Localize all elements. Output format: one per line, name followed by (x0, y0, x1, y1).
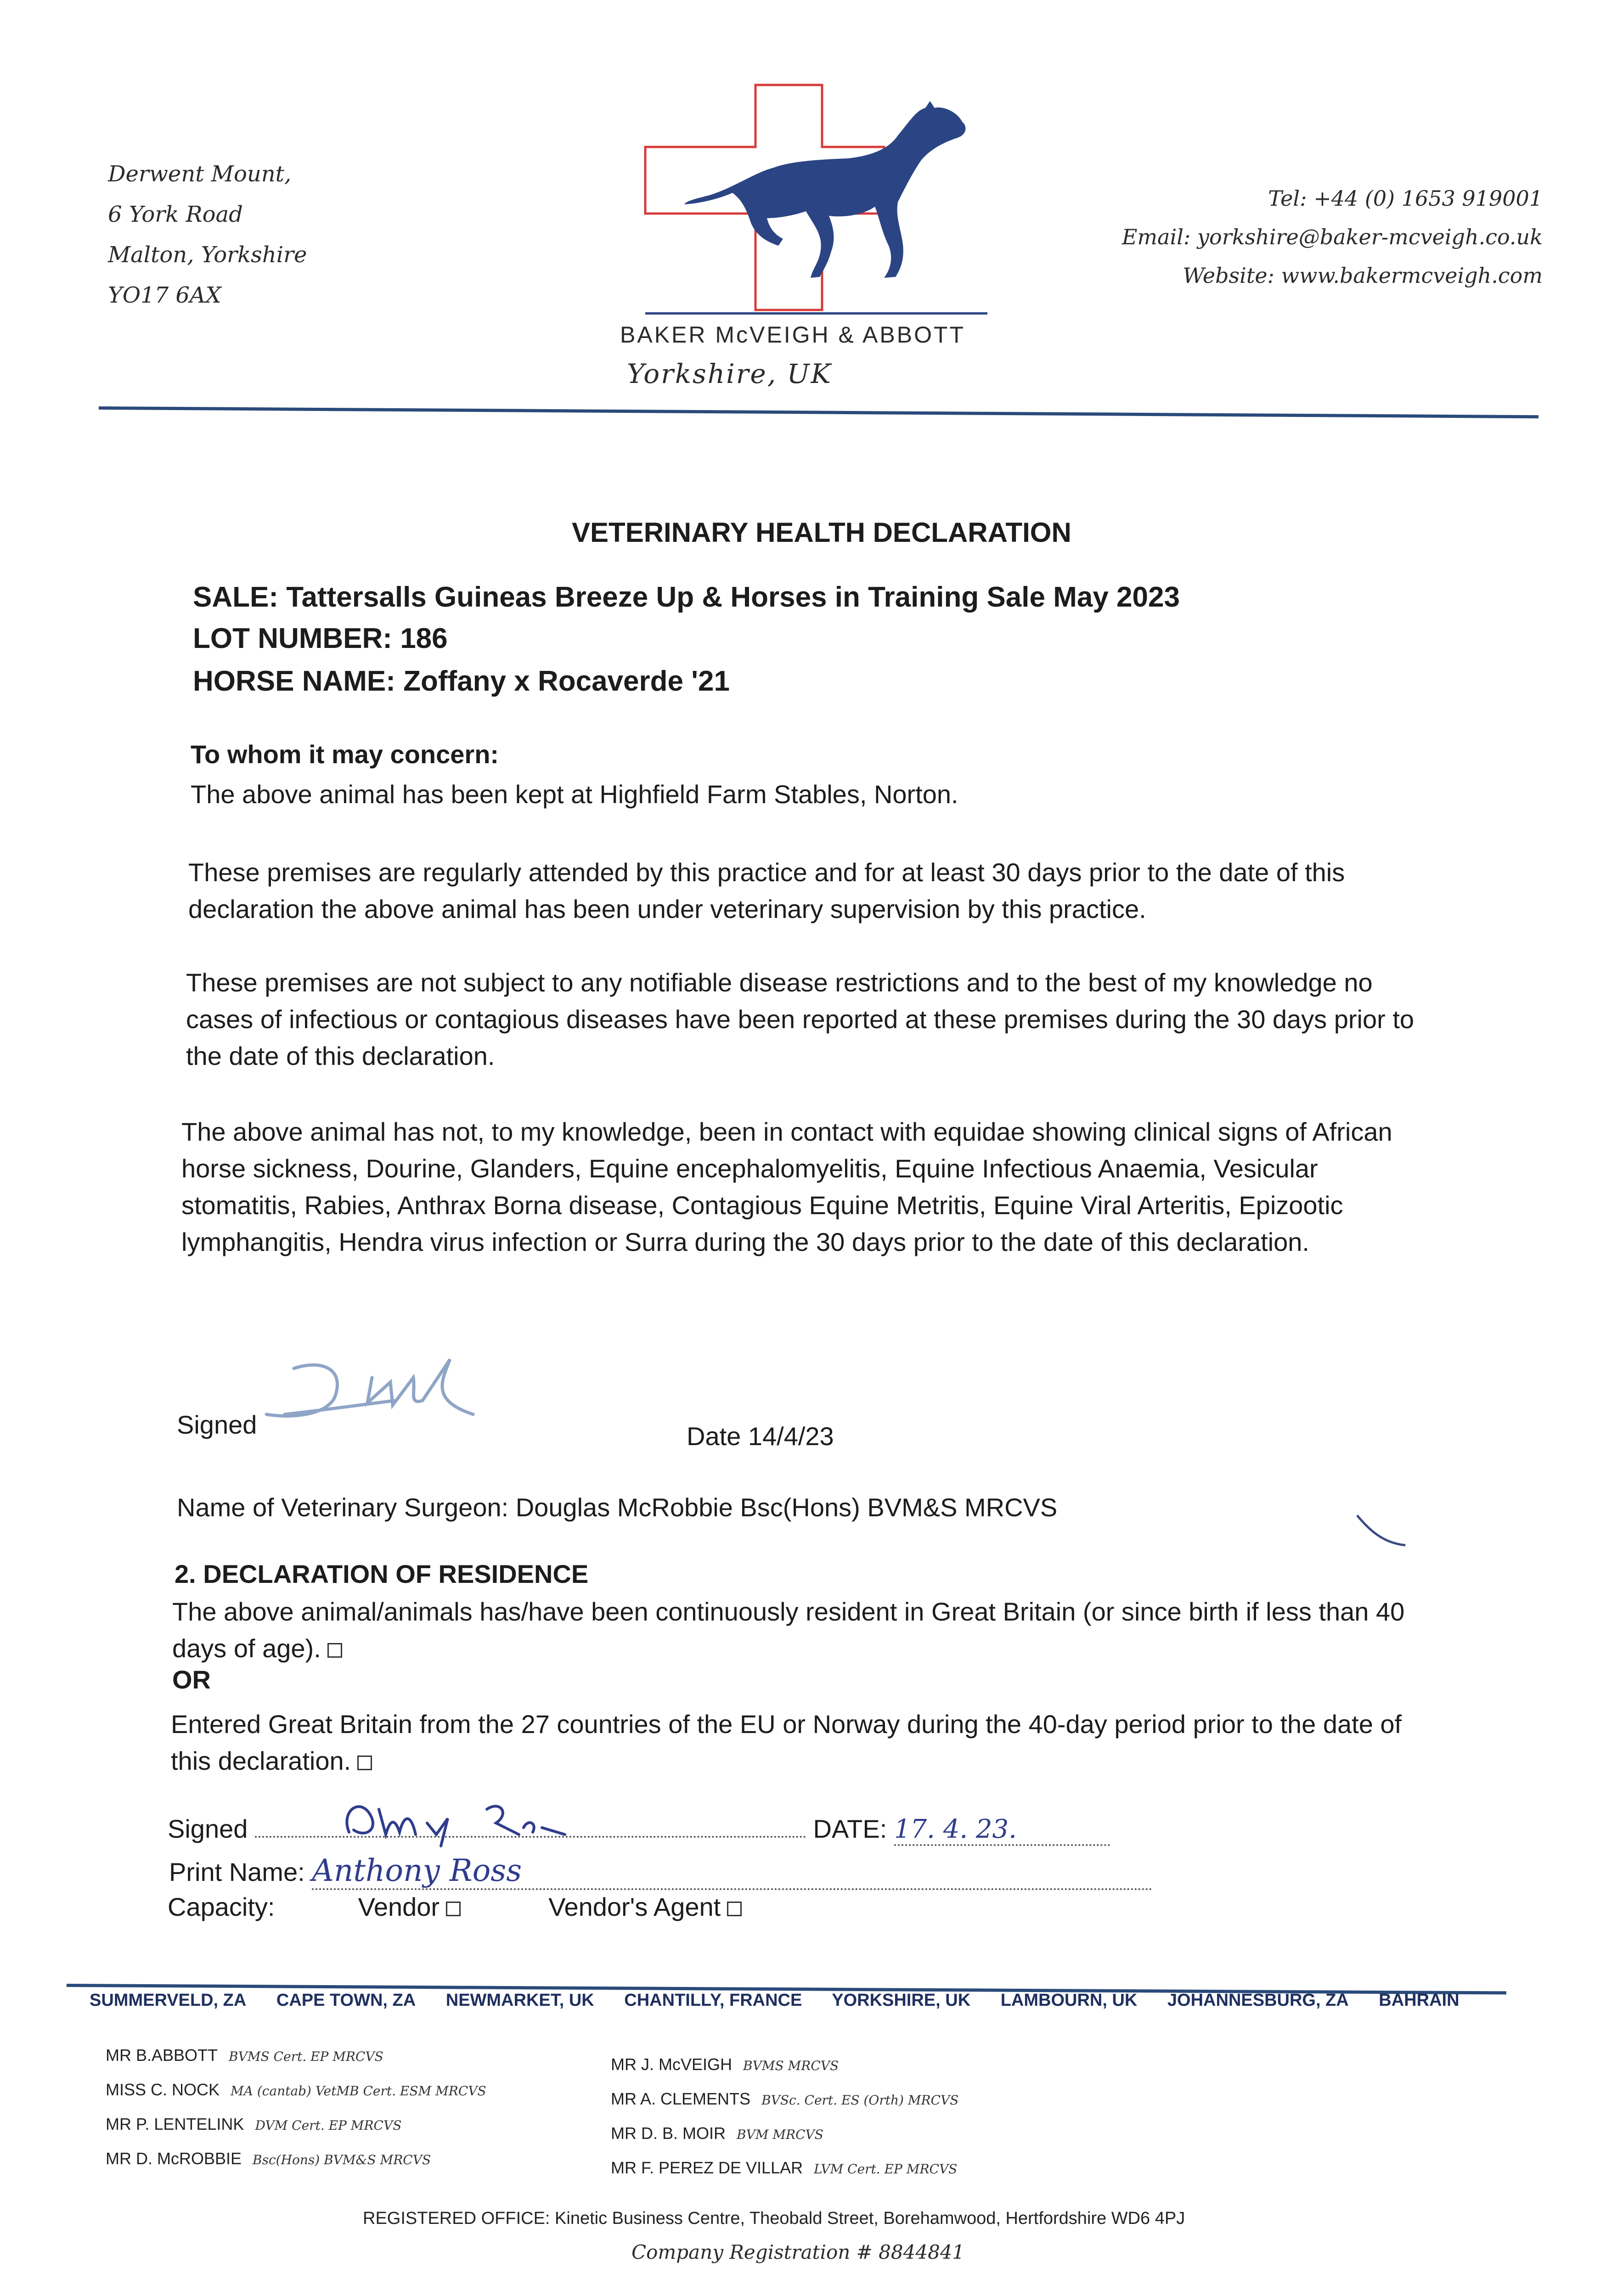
vet-date: Date 14/4/23 (687, 1422, 834, 1451)
document-title: VETERINARY HEALTH DECLARATION (572, 517, 1071, 548)
practice-address (108, 154, 307, 315)
vet-signature (257, 1350, 524, 1433)
staff-member: MR P. LENTELINK DVM Cert. EP MRCVS (106, 2115, 402, 2133)
firm-name: BAKER McVEIGH & ABBOTT (620, 322, 966, 348)
vendor-signed-line (168, 1814, 1110, 1846)
staff-member: MR B.ABBOTT BVMS Cert. EP MRCVS (106, 2046, 383, 2065)
practice-logo (641, 80, 990, 319)
office-item: JOHANNESBURG, ZA (1167, 1991, 1349, 2010)
agent-option-label: Vendor's Agent (548, 1892, 721, 1921)
vet-name: Name of Veterinary Surgeon: Douglas McRobbie Bsc(Hons) BVM&S MRCVS (177, 1493, 1058, 1522)
address-line: YO17 6AX (108, 282, 221, 308)
staff-list-right (611, 2048, 958, 2186)
ink-mark (1355, 1511, 1410, 1552)
sale-value: Tattersalls Guineas Breeze Up & Horses in Training Sale May 2023 (286, 581, 1180, 613)
residence-option-2 (171, 1706, 1411, 1779)
staff-member: MR J. McVEIGH BVMS MRCVS (611, 2055, 839, 2074)
address-line: Malton, Yorkshire (108, 242, 307, 268)
email-text: Email: yorkshire@baker-mcveigh.co.uk (1121, 225, 1543, 249)
capacity-label: Capacity: (168, 1892, 275, 1921)
lot-label: LOT NUMBER: (193, 623, 392, 654)
horse-label: HORSE NAME: (193, 665, 395, 697)
vendor-print-line (169, 1853, 1152, 1890)
horse-icon (684, 101, 965, 278)
company-registration: Company Registration # 8844841 (631, 2241, 965, 2263)
staff-member: MR F. PEREZ DE VILLAR LVM Cert. EP MRCVS (611, 2158, 958, 2177)
sale-label: SALE: (193, 581, 278, 613)
capacity-line (168, 1892, 742, 1922)
horse-value: Zoffany x Rocaverde '21 (403, 665, 730, 697)
address-line: 6 York Road (108, 202, 243, 227)
vendor-date-label: DATE: (813, 1814, 887, 1843)
registered-office: REGISTERED OFFICE: Kinetic Business Centre, Theobald Street, Borehamwood, Hertfordshire WD6 4PJ (363, 2209, 1185, 2228)
lot-value: 186 (400, 623, 448, 654)
residence-option-2-text: Entered Great Britain from the 27 countries of the EU or Norway during the 40-day period prior to the date of this declaration. (171, 1710, 1402, 1775)
lot-line (193, 622, 448, 655)
office-item: NEWMARKET, UK (445, 1991, 594, 2010)
firm-location: Yorkshire, UK (627, 358, 832, 389)
phone-text: Tel: +44 (0) 1653 919001 (1268, 186, 1543, 211)
address-line: Derwent Mount, (108, 161, 292, 187)
staff-member: MR A. CLEMENTS BVSc. Cert. ES (Orth) MRCVS (611, 2089, 959, 2108)
staff-list-left (106, 2039, 486, 2177)
header-divider (99, 406, 1538, 418)
vendor-print-label: Print Name: (169, 1857, 305, 1886)
checkbox-vendor[interactable] (446, 1902, 461, 1916)
logo-underline (645, 312, 987, 315)
checkbox-entered-gb[interactable] (357, 1756, 372, 1770)
residence-option-1 (172, 1593, 1412, 1667)
vendor-signed-label: Signed (168, 1814, 248, 1843)
sale-line (193, 581, 1180, 613)
paragraph-premises: The above animal has been kept at Highfield Farm Stables, Norton. (191, 780, 958, 809)
paragraph-contact: The above animal has not, to my knowledge, been in contact with equidae showing clinical signs of African horse sickness, Dourine, Glanders, Equine encephalomyelitis, Equine Infectious Anaemia, Vesicular stomatitis, Rabies, Anthrax Borna disease, Contagious Equine Metritis, Equine Viral Arteritis, Epizootic lymphangitis, Hendra virus infection or Surra during the 30 days prior to the date of this declaration. (181, 1117, 1392, 1256)
office-item: SUMMERVELD, ZA (90, 1991, 247, 2010)
paragraph-supervision: These premises are regularly attended by this practice and for at least 30 days prior to the date of this declaration the above animal has been under veterinary supervision by this practice. (188, 858, 1345, 923)
office-item: BAHRAIN (1379, 1991, 1460, 2010)
salutation: To whom it may concern: (191, 740, 499, 769)
vendor-print-value[interactable]: Anthony Ross (312, 1853, 1152, 1890)
paragraph-restrictions: These premises are not subject to any notifiable disease restrictions and to the best of my knowledge no cases of infectious or contagious diseases have been reported at these premises during the 30 days prior to the date of this declaration. (186, 968, 1414, 1070)
vendor-signature (335, 1791, 574, 1851)
vet-signed-label: Signed (177, 1410, 257, 1439)
office-item: LAMBOURN, UK (1000, 1991, 1138, 2010)
office-item: YORKSHIRE, UK (832, 1991, 971, 2010)
website-text: Website: www.bakermcveigh.com (1183, 263, 1543, 288)
vendor-date-value[interactable]: 17. 4. 23. (894, 1814, 1110, 1846)
staff-member: MR D. McROBBIE Bsc(Hons) BVM&S MRCVS (106, 2149, 431, 2168)
horse-line (193, 665, 730, 698)
residence-option-1-text: The above animal/animals has/have been continuously resident in Great Britain (or since birth if less than 40 days of age). (172, 1597, 1405, 1663)
checkbox-resident[interactable] (327, 1643, 342, 1658)
office-locations (90, 1991, 1485, 2010)
practice-contact (1122, 179, 1543, 295)
residence-heading: 2. DECLARATION OF RESIDENCE (175, 1559, 589, 1588)
vendor-option-label: Vendor (358, 1892, 440, 1921)
office-item: CAPE TOWN, ZA (276, 1991, 416, 2010)
or-label: OR (172, 1665, 211, 1694)
staff-member: MISS C. NOCK MA (cantab) VetMB Cert. ESM MRCVS (106, 2080, 486, 2099)
office-item: CHANTILLY, FRANCE (624, 1991, 802, 2010)
checkbox-vendor-agent[interactable] (727, 1902, 742, 1916)
staff-member: MR D. B. MOIR BVM MRCVS (611, 2124, 823, 2143)
